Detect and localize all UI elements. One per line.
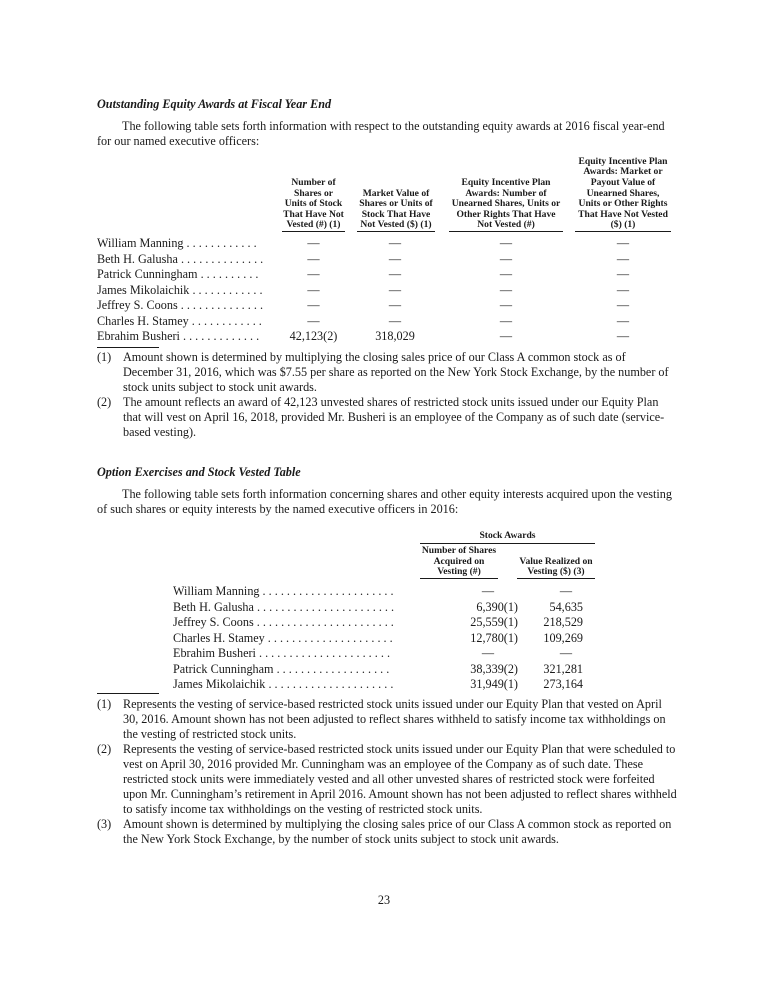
row-name: Patrick Cunningham . . . . . . . . . . . . . . . . . . . (173, 661, 390, 676)
column-header-label: Number of Shares Acquired on Vesting (#) (421, 545, 497, 578)
footnote-text: Represents the vesting of service-based restricted stock units issued under our Equity Plan that vested on April 30, 2016. Amount shown has not been adjusted to reflect shares withheld to satisfy income tax withholdings on the vesting of restricted stock units. (123, 697, 666, 741)
column-header (517, 546, 595, 579)
cell-unearned-value: — (616, 298, 630, 312)
cell-unearned-shares: — (499, 298, 513, 312)
footnotes-section1 (97, 350, 677, 440)
cell-shares-acquired: — (481, 584, 495, 598)
section-intro-option-exercises: The following table sets forth information concerning shares and other equity interests acquired upon the vesting of such shares or equity interests by the named executive officers in 2016: (97, 487, 672, 516)
table-row (97, 329, 677, 345)
column-header-label: Value Realized on Vesting ($) (3) (519, 555, 593, 578)
row-name: Jeffrey S. Coons . . . . . . . . . . . . . . (97, 298, 263, 312)
footnote-text: The amount reflects an award of 42,123 unvested shares of restricted stock units issued under our Equity Plan that will vest on April 16, 2018, provided Mr. Busheri is an employee of the Company as of such date (service-based vesting). (123, 395, 665, 439)
cell-unearned-shares: — (499, 329, 513, 343)
cell-unearned-shares: — (499, 282, 513, 297)
table-body (173, 584, 603, 693)
row-name: Beth H. Galusha . . . . . . . . . . . . . . (97, 251, 264, 266)
cell-shares-unvested: 42,123(2) (289, 329, 338, 343)
cell-value-realized: 109,269 (543, 630, 583, 645)
cell-unearned-shares: — (499, 313, 513, 328)
row-name: William Manning . . . . . . . . . . . . (97, 236, 257, 250)
cell-shares-acquired: 6,390(1) (476, 599, 518, 614)
footnote-number: (1) (97, 350, 112, 364)
footnote-number: (2) (97, 395, 112, 409)
cell-market-value: — (388, 313, 402, 328)
cell-shares-unvested: — (307, 251, 320, 266)
cell-unearned-value: — (616, 267, 630, 281)
table-body (97, 236, 677, 345)
cell-value-realized: — (559, 584, 573, 598)
cell-unearned-shares: — (499, 251, 513, 266)
cell-shares-acquired: 25,559(1) (470, 615, 518, 629)
row-name: Beth H. Galusha . . . . . . . . . . . . . . . . . . . . . . . (173, 599, 395, 614)
row-name: Charles H. Stamey . . . . . . . . . . . . . . . . . . . . . (173, 630, 393, 645)
cell-unearned-shares: — (499, 236, 513, 250)
cell-market-value: 318,029 (375, 329, 415, 343)
section-intro-outstanding-equity: The following table sets forth information with respect to the outstanding equity awards at 2016 fiscal year-end for our named executive officers: (97, 119, 665, 148)
table-row (173, 631, 603, 647)
footnote (97, 395, 677, 440)
cell-market-value: — (388, 236, 402, 250)
cell-market-value: — (388, 282, 402, 297)
table-row (173, 677, 603, 693)
cell-unearned-value: — (616, 282, 630, 297)
cell-unearned-value: — (616, 236, 630, 250)
footnote (97, 350, 677, 395)
cell-shares-unvested: — (307, 267, 320, 281)
footnote-number: (3) (97, 817, 112, 831)
table-row (173, 600, 603, 616)
page-number: 23 (377, 893, 391, 907)
column-header-label: Equity Incentive Plan Awards: Number of Unearned Shares, Units or Other Rights That Have Not Vested (#) (451, 177, 561, 231)
cell-value-realized: 321,281 (543, 661, 583, 676)
cell-shares-unvested: — (307, 298, 320, 312)
column-header (282, 177, 345, 232)
cell-shares-acquired: — (481, 646, 495, 660)
table-row (173, 584, 603, 600)
cell-value-realized: 273,164 (543, 677, 583, 691)
group-header-stock-awards (420, 531, 595, 544)
footnotes-section2 (97, 697, 677, 847)
table-row (97, 252, 677, 268)
column-header (575, 155, 671, 232)
cell-unearned-shares: — (499, 267, 513, 281)
cell-shares-acquired: 31,949(1) (470, 677, 518, 691)
cell-shares-unvested: — (307, 282, 320, 297)
cell-unearned-value: — (616, 251, 630, 266)
row-name: Ebrahim Busheri . . . . . . . . . . . . . (97, 329, 260, 343)
cell-value-realized: — (559, 646, 573, 660)
column-header-label: Equity Incentive Plan Awards: Market or Payout Value of Unearned Shares, Units or Other Rights That Have Not Vested ($) (1) (578, 155, 668, 231)
cell-shares-acquired: 38,339(2) (470, 661, 518, 676)
cell-market-value: — (388, 267, 402, 281)
footnote-divider (97, 347, 159, 348)
footnote (97, 697, 677, 742)
row-name: Patrick Cunningham . . . . . . . . . . (97, 267, 259, 281)
table-row (173, 662, 603, 678)
cell-shares-acquired: 12,780(1) (470, 630, 518, 645)
table-row (97, 314, 677, 330)
cell-value-realized: 54,635 (549, 599, 583, 614)
footnote (97, 742, 677, 817)
table-row (97, 236, 677, 252)
footnote-number: (2) (97, 742, 112, 756)
footnote-text: Amount shown is determined by multiplying the closing sales price of our Class A common stock as reported on the New York Stock Exchange, by the number of stock units subject to stock unit awards. (123, 817, 672, 846)
table-row (97, 298, 677, 314)
cell-shares-unvested: — (307, 236, 320, 250)
cell-unearned-value: — (616, 329, 630, 343)
row-name: Charles H. Stamey . . . . . . . . . . . . (97, 313, 262, 328)
row-name: William Manning . . . . . . . . . . . . . . . . . . . . . . (173, 584, 394, 598)
footnote-text: Amount shown is determined by multiplying the closing sales price of our Class A common stock as of December 31, 2016, which was $7.55 per share as reported on the New York Stock Exchange, by the number of stock units subject to stock unit awards. (123, 350, 669, 394)
row-name: James Mikolaichik . . . . . . . . . . . . . . . . . . . . . (173, 677, 394, 691)
group-header-label: Stock Awards (479, 530, 536, 541)
row-name: Ebrahim Busheri . . . . . . . . . . . . . . . . . . . . . . (173, 646, 390, 660)
table-row (97, 267, 677, 283)
cell-market-value: — (388, 251, 402, 266)
footnote-text: Represents the vesting of service-based restricted stock units issued under our Equity Plan that were scheduled to vest on April 30, 2016 provided Mr. Cunningham was an employee of the Company as of such date. These restricted stock units were immediately vested and all other unvested shares of restricted stock were forfeited upon Mr. Cunningham’s retirement in April 2016. Amount shown has not been adjusted to reflect shares withheld to satisfy income tax withholdings on the vesting of restricted stock units. (123, 742, 677, 816)
column-header (449, 177, 563, 232)
footnote-divider (97, 693, 159, 694)
cell-value-realized: 218,529 (543, 615, 583, 629)
footnote-number: (1) (97, 697, 112, 711)
section-title-option-exercises: Option Exercises and Stock Vested Table (97, 465, 301, 479)
row-name: James Mikolaichik . . . . . . . . . . . . (97, 282, 263, 297)
cell-market-value: — (388, 298, 402, 312)
section-title-outstanding-equity: Outstanding Equity Awards at Fiscal Year End (97, 97, 332, 111)
table-row (173, 615, 603, 631)
column-header (420, 546, 498, 579)
column-header-label: Market Value of Shares or Units of Stock That Have Not Vested ($) (1) (359, 187, 433, 231)
row-name: Jeffrey S. Coons . . . . . . . . . . . . . . . . . . . . . . . (173, 615, 394, 629)
cell-shares-unvested: — (307, 313, 320, 328)
footnote (97, 817, 677, 847)
cell-unearned-value: — (616, 313, 630, 328)
table-row (173, 646, 603, 662)
column-header (357, 180, 435, 232)
table-row (97, 283, 677, 299)
column-header-label: Number of Shares or Units of Stock That Have Not Vested (#) (1) (283, 177, 344, 231)
